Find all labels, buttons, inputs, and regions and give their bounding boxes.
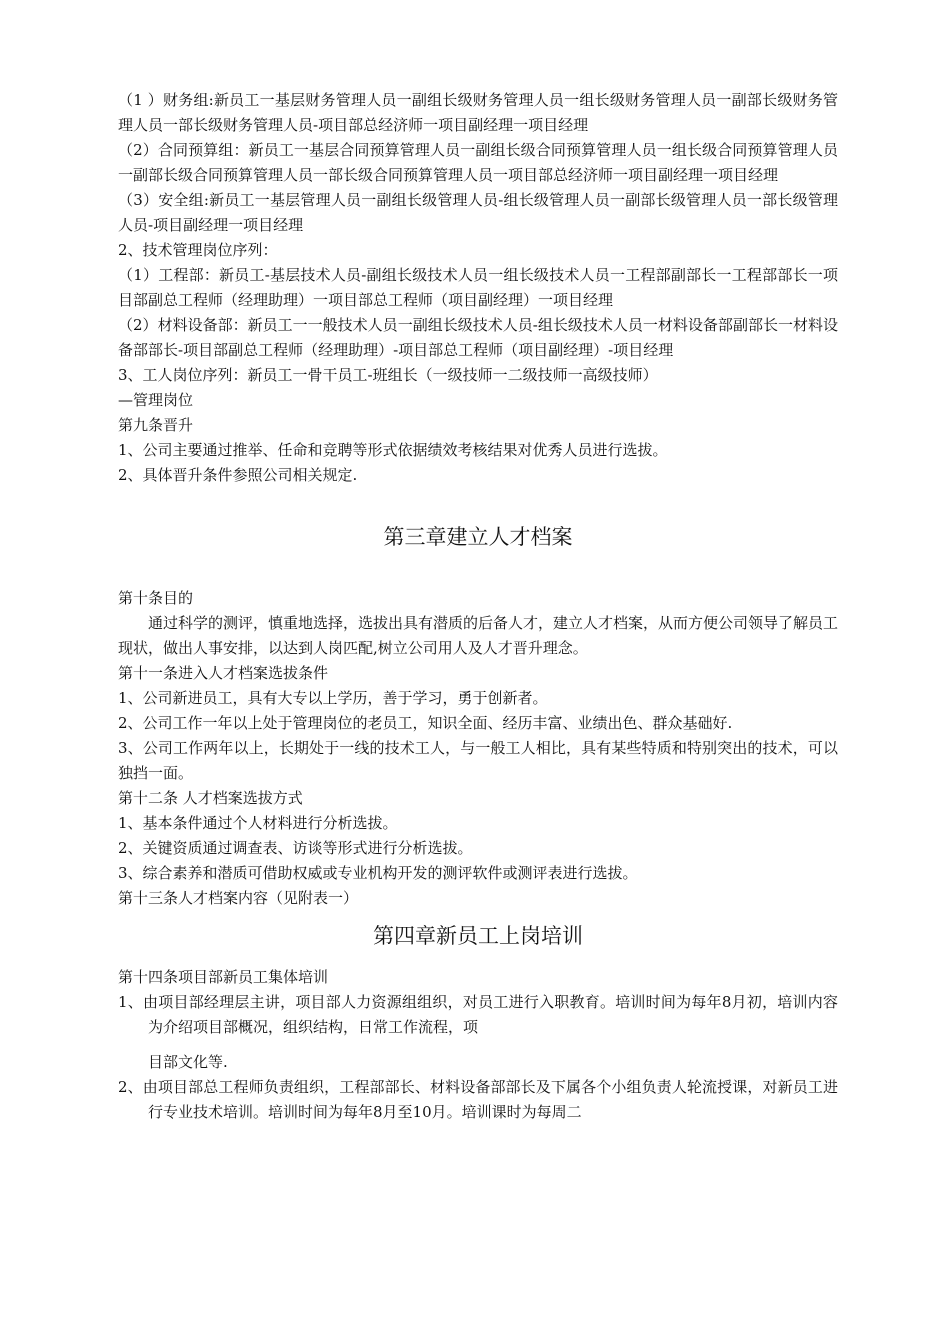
chapter4-title: 第四章新员工上岗培训 [373, 924, 583, 948]
article9-item: 2、具体晋升条件参照公司相关规定. [118, 466, 358, 484]
chapter3-title: 第三章建立人才档案 [383, 525, 573, 549]
tech-management-heading: 2、技术管理岗位序列： [118, 241, 278, 259]
article14-item: 2、由项目部总工程师负责组织，工程部部长、材料设备部部长及下属各个小组负责人轮流授课，对新员工进行专业技术培训。培训时间为每年8月至10月。培训课时为每周二 [118, 1078, 838, 1121]
article11-item: 1、公司新进员工，具有大专以上学历，善于学习，勇于创新者。 [118, 689, 548, 707]
engineering-career-path: （1）工程部：新员工-基层技术人员-副组长级技术人员一组长级技术人员一工程部副部长一工程部部长一项目部副总工程师（经理助理）一项目部总工程师（项目副经理）一项目经理 [118, 266, 838, 309]
article11-item: 2、公司工作一年以上处于管理岗位的老员工，知识全面、经历丰富、业绩出色、群众基础好. [118, 714, 733, 732]
article11-item: 3、公司工作两年以上，长期处于一线的技术工人，与一般工人相比，具有某些特质和特别突出的技术，可以独挡一面。 [118, 739, 838, 782]
article11-title: 第十一条进入人才档案选拔条件 [118, 664, 329, 682]
management-post-line: —管理岗位 [118, 391, 194, 409]
article12-item: 2、关键资质通过调查表、访谈等形式进行分析选拔。 [118, 839, 473, 857]
workers-career-path: 3、工人岗位序列：新员工一骨干员工-班组长（一级技师一二级技师一高级技师） [118, 366, 658, 384]
article14-item: 1、由项目部经理层主讲，项目部人力资源组组织，对员工进行入职教育。培训时间为每年8月初，培训内容为介绍项目部概况，组织结构，日常工作流程，项 [118, 993, 838, 1036]
safety-career-path: （3）安全组:新员工一基层管理人员一副组长级管理人员-组长级管理人员一副部长级管理人员一部长级管理人员-项目副经理一项目经理 [118, 191, 838, 234]
contract-budget-career-path: （2）合同预算组：新员工一基层合同预算管理人员一副组长级合同预算管理人员一组长级合同预算管理人员一副部长级合同预算管理人员一部长级合同预算管理人员一项目部总经济师一项目副经理一项目经理 [118, 141, 838, 184]
article12-title: 第十二条 人才档案选拔方式 [118, 789, 303, 807]
article14-title: 第十四条项目部新员工集体培训 [118, 968, 329, 986]
article14-item-continuation: 目部文化等. [148, 1053, 228, 1071]
article10-body: 通过科学的测评，慎重地选择，选拔出具有潜质的后备人才，建立人才档案，从而方便公司领导了解员工现状，做出人事安排，以达到人岗匹配,树立公司用人及人才晋升理念。 [118, 614, 839, 657]
article9-title: 第九条晋升 [118, 416, 194, 434]
article12-item: 1、基本条件通过个人材料进行分析选拔。 [118, 814, 398, 832]
article10-title: 第十条目的 [118, 589, 194, 607]
materials-career-path: （2）材料设备部：新员工一一般技术人员一副组长级技术人员-组长级技术人员一材料设备部副部长一材料设备部部长-项目部副总工程师（经理助理）-项目部总工程师（项目副经理）-项目经理 [118, 316, 838, 359]
article13-line: 第十三条人才档案内容（见附表一） [118, 889, 359, 907]
article9-item: 1、公司主要通过推举、任命和竞聘等形式依据绩效考核结果对优秀人员进行选拔。 [118, 441, 668, 459]
article12-item: 3、综合素养和潜质可借助权威或专业机构开发的测评软件或测评表进行选拔。 [118, 864, 638, 882]
document-page [118, 88, 838, 1125]
finance-career-path: （1 ）财务组:新员工一基层财务管理人员一副组长级财务管理人员一组长级财务管理人员一副部长级财务管理人员一部长级财务管理人员-项目部总经济师一项目副经理一项目经理 [118, 91, 838, 134]
